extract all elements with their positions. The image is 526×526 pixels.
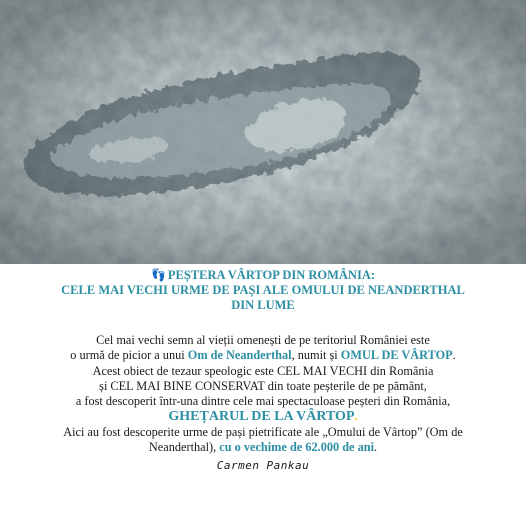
title-line-2: CELE MAI VECHI URME DE PAȘI ALE OMULUI DE NEANDERTHAL: [61, 283, 465, 297]
body-line: o urmă de picior a unui Om de Neanderthal, numit și OMUL DE VÂRTOP.: [70, 348, 456, 363]
highlight-age: cu o vechime de 62.000 de ani: [219, 440, 374, 455]
author-signature: Carmen Pankau: [216, 459, 310, 473]
article-body: [0, 333, 526, 455]
title-line-3: DIN LUME: [231, 298, 295, 312]
body-line: Neanderthal), cu o vechime de 62.000 de ani.: [148, 440, 378, 455]
body-line: GHEȚARUL DE LA VÂRTOP.: [168, 409, 358, 425]
article-text: [0, 264, 526, 526]
page-title: 👣 PEȘTERA VÂRTOP DIN ROMÂNIA: CELE MAI VECHI URME DE PAȘI ALE OMULUI DE NEANDERTHAL DIN LUME: [0, 268, 526, 313]
highlight-omul-de-vartop: OMUL DE VÂRTOP: [340, 348, 453, 363]
body-line: și CEL MAI BINE CONSERVAT din toate peșterile de pe pământ,: [99, 378, 427, 393]
body-line: Acest obiect de tezaur speologic este CEL MAI VECHI din România: [92, 363, 434, 378]
body-line: Cel mai vechi semn al vieții omenești de pe teritoriul României este: [96, 333, 430, 347]
highlight-ghetarul: GHEȚARUL DE LA VÂRTOP: [168, 409, 355, 425]
highlight-neanderthal: Om de Neanderthal: [187, 348, 292, 363]
body-line: a fost descoperit într-una dintre cele mai spectaculoase peșteri din România,: [75, 394, 451, 409]
footprints-icon: 👣: [150, 268, 166, 282]
body-line: Aici au fost descoperite urme de pași pietrificate ale „Omului de Vârtop” (Om de: [63, 424, 463, 439]
